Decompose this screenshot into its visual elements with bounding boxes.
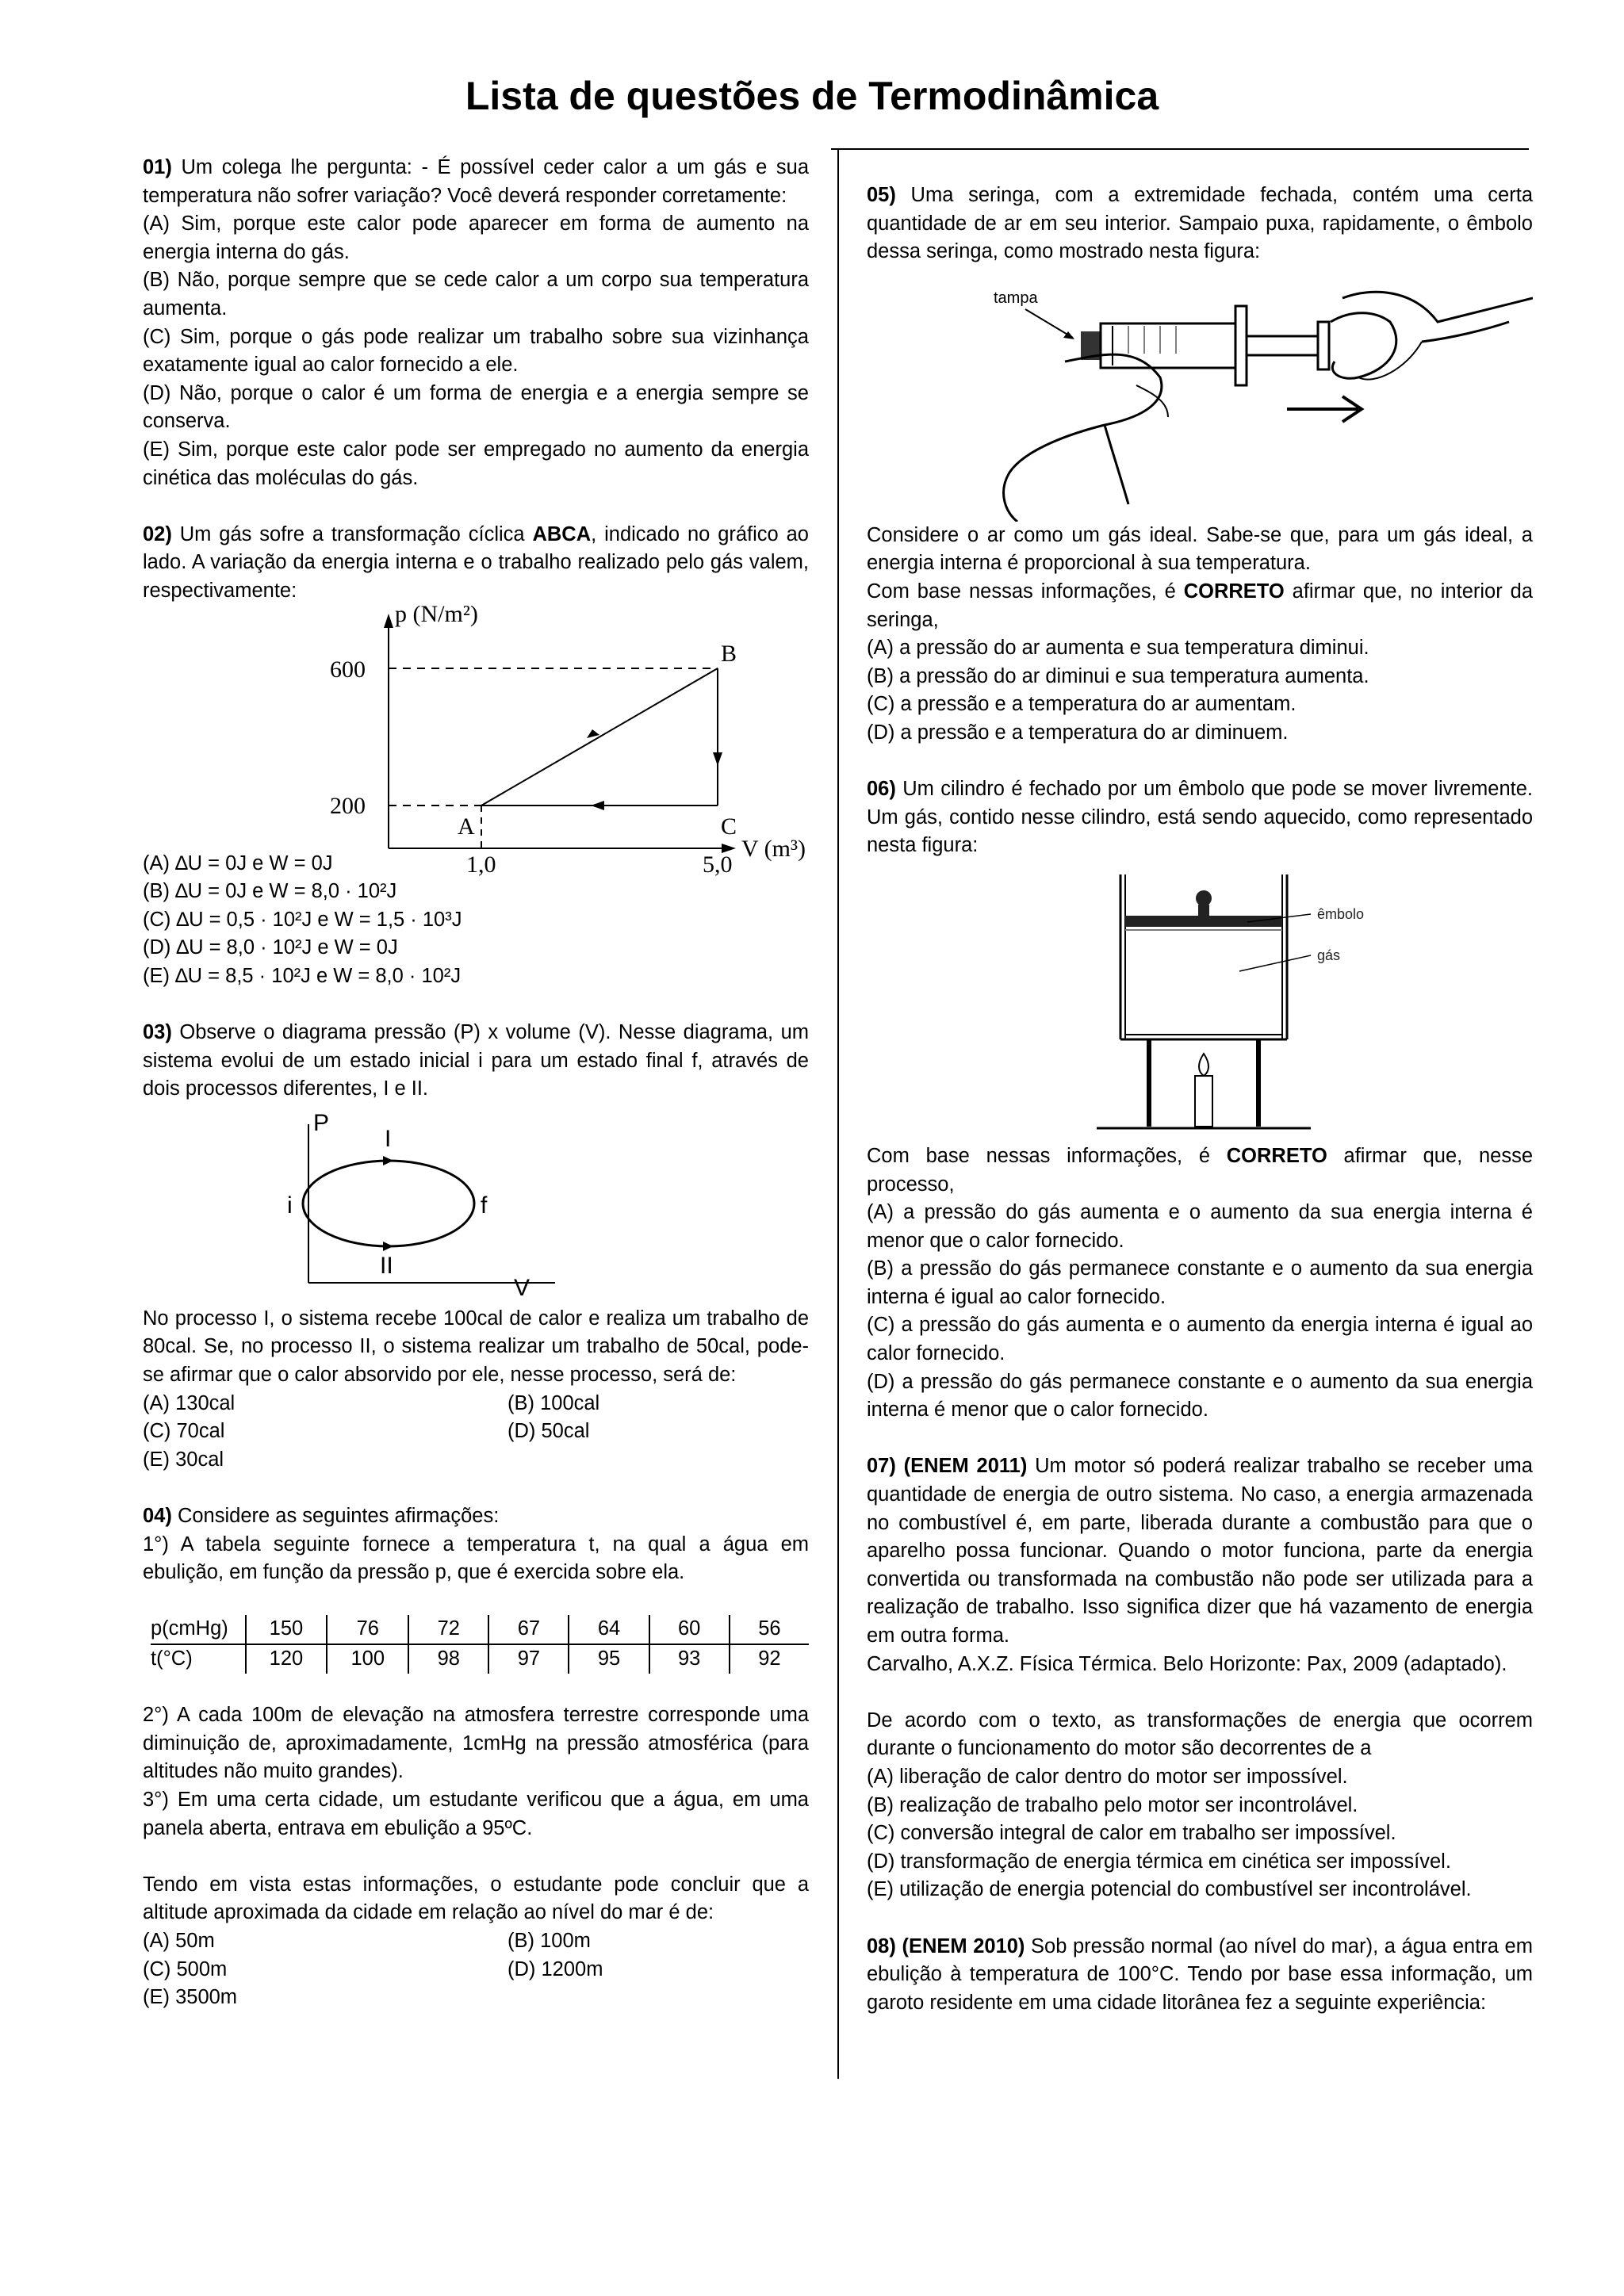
flame <box>1199 1054 1208 1076</box>
piston <box>1125 916 1282 927</box>
q02-option-e: (E) ∆U = 8,5 · 10²J e W = 8,0 · 10²J <box>143 964 462 987</box>
q06-number: 06) <box>867 778 896 801</box>
q06-option-a: (A) a pressão do gás aumenta e o aumento da sua energia interna é menor que o calor fornecido. <box>867 1201 1533 1252</box>
q03-stem: 03) Observe o diagrama pressão (P) x volume (V). Nesse diagrama, um sistema evolui de um estado inicial i para um estado final f, através de dois processos diferentes, I e II. <box>143 1021 809 1100</box>
q04-statement-2: 2°) A cada 100m de elevação na atmosfera terrestre corresponde uma diminuição de, aproximadamente, 1cmHg na pressão atmosférica (para altitudes não muito grandes). <box>143 1704 809 1783</box>
q04-statement-3: 3°) Em uma certa cidade, um estudante verificou que a água, em uma panela aberta, entrava em ebulição a 95ºC. <box>143 1788 809 1839</box>
q01-option-d: (D) Não, porque o calor é um forma de energia e a energia sempre se conserva. <box>143 381 809 433</box>
q04-option-c: (C) 500m <box>143 1957 228 1980</box>
tick-1: 1,0 <box>466 851 496 878</box>
table-cell: 150 <box>246 1615 327 1644</box>
v-label: V <box>514 1274 530 1301</box>
q05-text-2: Com base nessas informações, é CORRETO afirmar que, no interior da seringa, <box>867 580 1533 631</box>
top-rule <box>831 148 1529 150</box>
q05-option-a: (A) a pressão do ar aumenta e sua temperatura diminui. <box>867 637 1369 660</box>
table-cell: 93 <box>649 1644 730 1674</box>
q07-number: 07) (ENEM 2011) <box>867 1455 1028 1478</box>
table-cell: 95 <box>569 1644 649 1674</box>
q06-stem: 06) Um cilindro é fechado por um êmbolo que pode se mover livremente. Um gás, contido nesse cilindro, está sendo aquecido, como representado nesta figura: <box>867 778 1533 857</box>
q06-option-c: (C) a pressão do gás aumenta e o aumento da energia interna é igual ao calor fornecido. <box>867 1314 1533 1365</box>
point-C: C <box>721 813 737 840</box>
pv-cycle-graph <box>143 606 841 919</box>
q04-option-b: (B) 100m <box>508 1929 591 1952</box>
q03-option-a: (A) 130cal <box>143 1391 236 1414</box>
table-cell: 72 <box>408 1615 488 1644</box>
question-08 <box>867 1933 1533 2018</box>
q06-option-d: (D) a pressão do gás permanece constante e o aumento da sua energia interna é menor que o calor fornecido. <box>867 1370 1533 1422</box>
question-06 <box>867 775 1533 1425</box>
table-cell: 100 <box>327 1644 408 1674</box>
table-cell: 92 <box>730 1644 809 1674</box>
question-03 <box>143 1019 809 1474</box>
candle <box>1195 1076 1212 1127</box>
q08-stem: 08) (ENEM 2010) Sob pressão normal (ao nível do mar), a água entra em ebulição à temperatura de 100°C. Tendo por base essa informação, um garoto residente em uma cidade litorânea fez a seguinte experiência: <box>867 1934 1533 2014</box>
q05-text-1: Considere o ar como um gás ideal. Sabe-se que, para um gás ideal, a energia interna é proporcional à sua temperatura. <box>867 523 1533 575</box>
p-label: P <box>313 1109 330 1136</box>
q03-option-c: (C) 70cal <box>143 1420 225 1443</box>
table-cell: 120 <box>246 1644 327 1674</box>
tick-200: 200 <box>330 792 366 819</box>
q08-number: 08) (ENEM 2010) <box>867 1934 1025 1957</box>
process-ellipse <box>303 1161 474 1246</box>
q07-option-d: (D) transformação de energia térmica em cinética ser impossível. <box>867 1850 1451 1873</box>
piston-label: êmbolo <box>1317 905 1365 922</box>
table-row <box>151 1615 809 1644</box>
q07-text: De acordo com o texto, as transformações de energia que ocorrem durante o funcionamento do motor são decorrentes de a <box>867 1709 1533 1760</box>
q04-option-a: (A) 50m <box>143 1929 215 1952</box>
q01-option-c: (C) Sim, porque o gás pode realizar um trabalho sobre sua vizinhança exatamente igual ao calor fornecido a ele. <box>143 325 809 377</box>
q04-number: 04) <box>143 1505 172 1527</box>
q02-option-c: (C) ∆U = 0,5 · 10²J e W = 1,5 · 10³J <box>143 908 462 931</box>
q05-option-c: (C) a pressão e a temperatura do ar aumentam. <box>867 693 1297 716</box>
q01-stem: 01) Um colega lhe pergunta: - É possível ceder calor a um gás e sua temperatura não sofrer variação? Você deverá responder corretamente: <box>143 156 809 207</box>
q07-option-a: (A) liberação de calor dentro do motor ser impossível. <box>867 1765 1348 1788</box>
q05-stem: 05) Uma seringa, com a extremidade fechada, contém uma certa quantidade de ar em seu interior. Sampaio puxa, rapidamente, o êmbolo dessa seringa, como mostrado nesta figura: <box>867 184 1533 263</box>
q07-option-e: (E) utilização de energia potencial do combustível ser incontrolável. <box>867 1878 1472 1901</box>
gas-label: gás <box>1317 947 1341 963</box>
q04-options <box>143 1927 809 2012</box>
q06-text: Com base nessas informações, é CORRETO afirmar que, nesse processo, <box>867 1144 1533 1196</box>
cylinder-figure <box>867 860 1533 1142</box>
x-axis-label: V (m³) <box>741 835 806 862</box>
table-cell: 64 <box>569 1615 649 1644</box>
q07-option-b: (B) realização de trabalho pelo motor ser incontrolável. <box>867 1793 1358 1816</box>
table-cell: 97 <box>488 1644 569 1674</box>
question-05 <box>867 182 1533 748</box>
cylinder-illustration <box>867 860 1533 1142</box>
path-A-B <box>481 668 718 806</box>
q07-stem: 07) (ENEM 2011) Um motor só poderá realizar trabalho se receber uma quantidade de energia de outro sistema. No caso, a energia armazenada no combustível é, em parte, liberada durante a combustão para que o aparelho possa funcionar. Quando o motor funciona, parte da energia convertida ou transformada na combustão não pode ser utilizada para a realização de trabalho. Isso significa dizer que há vazamento de energia em outra forma. <box>867 1455 1533 1647</box>
row-label-temperature: t(°C) <box>151 1647 193 1670</box>
q04-text: Tendo em vista estas informações, o estudante pode concluir que a altitude aproximada da cidade em relação ao nível do mar é de: <box>143 1873 809 1924</box>
tick-600: 600 <box>330 656 366 683</box>
q05-option-d: (D) a pressão e a temperatura do ar diminuem. <box>867 721 1289 744</box>
q07-option-c: (C) conversão integral de calor em trabalho ser impossível. <box>867 1822 1396 1845</box>
q03-number: 03) <box>143 1021 172 1044</box>
q01-option-b: (B) Não, porque sempre que se cede calor a um corpo sua temperatura aumenta. <box>143 269 809 320</box>
syringe-illustration <box>867 266 1533 522</box>
final-state-label: f <box>481 1192 488 1219</box>
q07-reference: Carvalho, A.X.Z. Física Térmica. Belo Horizonte: Pax, 2009 (adaptado). <box>867 1652 1507 1675</box>
row-label-pressure: p(cmHg) <box>151 1615 246 1644</box>
q03-graph <box>143 1104 809 1305</box>
q05-number: 05) <box>867 184 896 206</box>
q06-option-b: (B) a pressão do gás permanece constante e o aumento da sua energia interna é igual ao calor fornecido. <box>867 1257 1533 1308</box>
q02-option-b: (B) ∆U = 0J e W = 8,0 · 10²J <box>143 880 397 903</box>
point-B: B <box>721 640 737 667</box>
table-cell: 98 <box>408 1644 488 1674</box>
point-A: A <box>458 813 475 840</box>
question-04 <box>143 1502 809 2012</box>
initial-state-label: i <box>287 1192 293 1219</box>
q01-option-a: (A) Sim, porque este calor pode aparecer em forma de aumento na energia interna do gás. <box>143 212 809 263</box>
q04-option-e: (E) 3500m <box>143 1986 238 2009</box>
question-02 <box>143 521 809 991</box>
q03-option-e: (E) 30cal <box>143 1448 224 1471</box>
q05-option-b: (B) a pressão do ar diminui e sua temperatura aumenta. <box>867 664 1369 687</box>
q01-option-e: (E) Sim, porque este calor pode ser empregado no aumento da energia cinética das moléculas do gás. <box>143 438 809 489</box>
pv-ellipse-graph <box>143 1104 809 1305</box>
q04-option-d: (D) 1200m <box>508 1957 603 1980</box>
process-II-label: II <box>380 1252 393 1279</box>
q02-number: 02) <box>143 522 172 545</box>
process-I-label: I <box>385 1125 392 1152</box>
q02-option-d: (D) ∆U = 8,0 · 10²J e W = 0J <box>143 936 398 959</box>
tick-5: 5,0 <box>703 851 733 878</box>
left-column <box>143 154 809 2012</box>
table-row <box>151 1644 809 1674</box>
q02-option-a: (A) ∆U = 0J e W = 0J <box>143 851 333 874</box>
table-cell: 76 <box>327 1615 408 1644</box>
table-cell: 56 <box>730 1615 809 1644</box>
q03-option-d: (D) 50cal <box>508 1420 590 1443</box>
q04-stem: 04) Considere as seguintes afirmações: <box>143 1505 500 1527</box>
q02-stem: 02) Um gás sofre a transformação cíclica ABCA, indicado no gráfico ao lado. A variação da energia interna e o trabalho realizado pelo gás valem, respectivamente: <box>143 522 809 602</box>
q03-text: No processo I, o sistema recebe 100cal de calor e realiza um trabalho de 80cal. Se, no processo II, o sistema realizar um trabalho de 50cal, pode-se afirmar que o calor absorvido por ele, nesse processo, será de: <box>143 1307 809 1387</box>
page-title: Lista de questões de Termodinâmica <box>465 74 1159 118</box>
question-01 <box>143 154 809 492</box>
syringe-figure <box>867 266 1533 522</box>
q04-statement-1: 1°) A tabela seguinte fornece a temperatura t, na qual a água em ebulição, em função da pressão p, que é exercida sobre ela. <box>143 1533 809 1584</box>
cap-label: tampa <box>994 289 1038 307</box>
question-07 <box>867 1452 1533 1904</box>
table-cell: 60 <box>649 1615 730 1644</box>
table-cell: 67 <box>488 1615 569 1644</box>
q03-options <box>143 1390 809 1475</box>
q01-number: 01) <box>143 156 172 178</box>
column-divider <box>837 148 839 2079</box>
q03-option-b: (B) 100cal <box>508 1391 600 1414</box>
boiling-table <box>151 1615 809 1673</box>
right-column <box>867 182 1533 2017</box>
y-axis-label: p (N/m²) <box>395 605 478 627</box>
